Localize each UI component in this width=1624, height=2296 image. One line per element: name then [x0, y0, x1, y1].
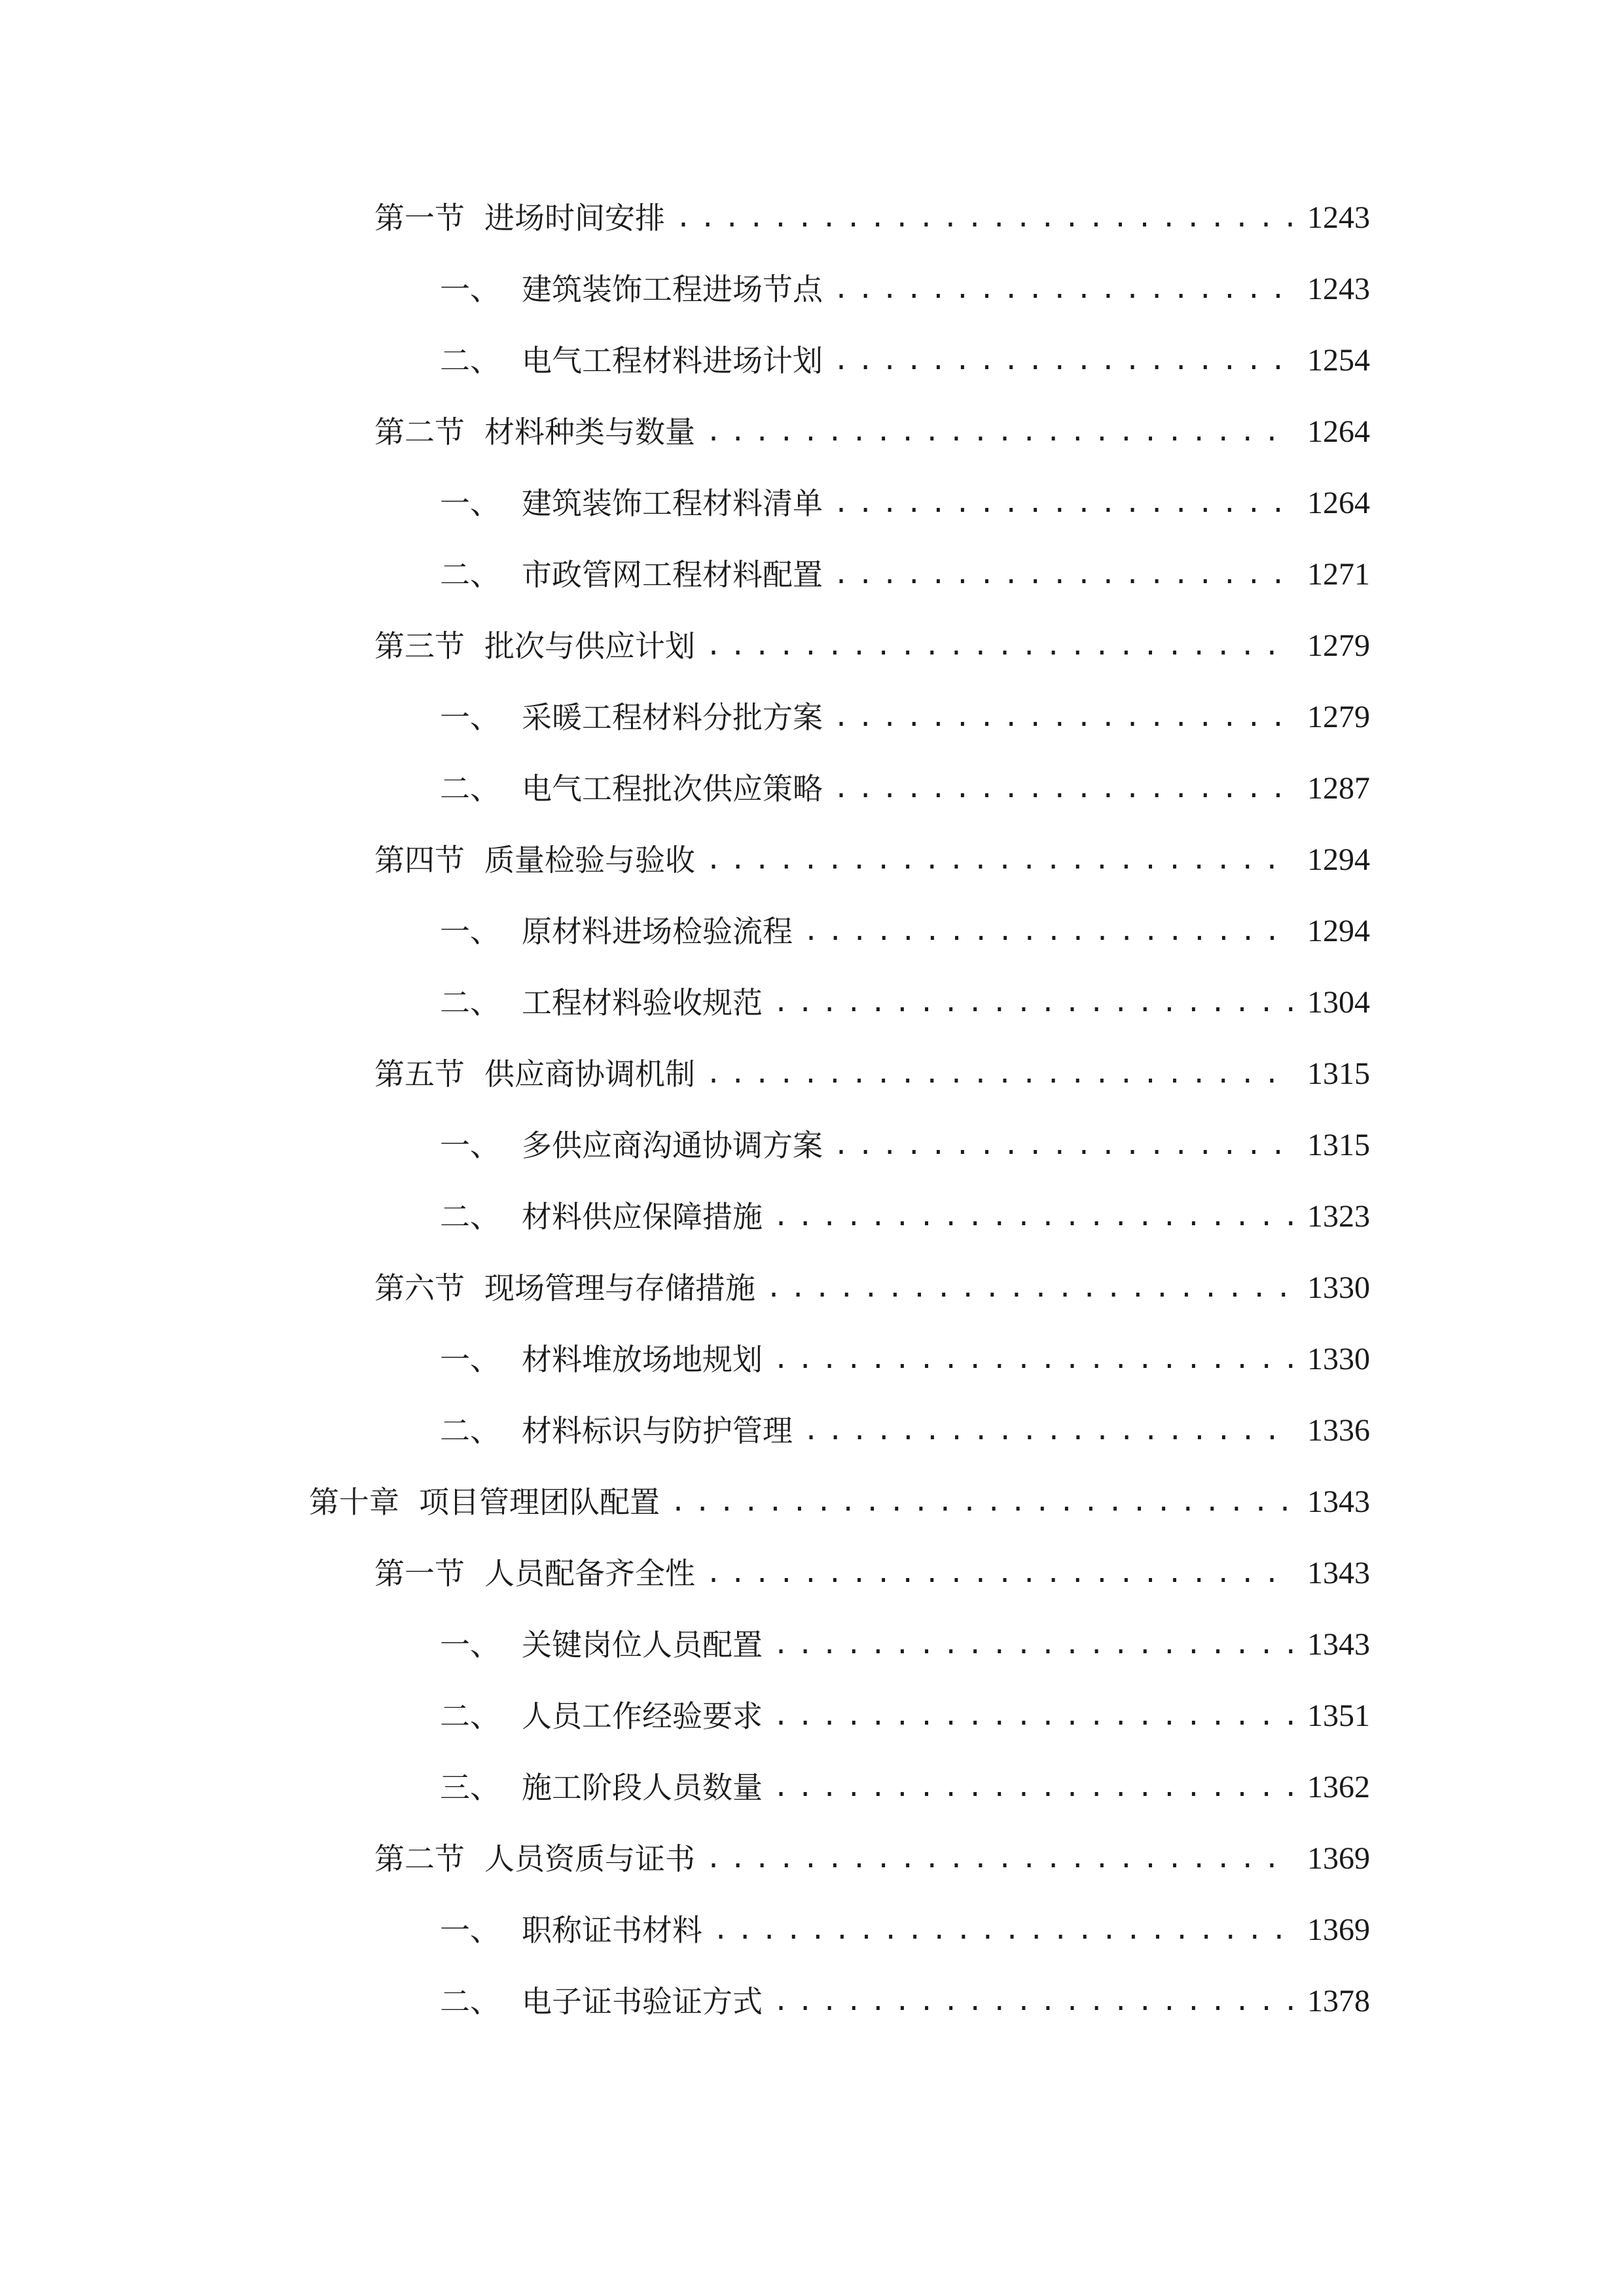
toc-entry-page: 1315	[1307, 1056, 1370, 1091]
toc-entry-number: 二、	[440, 1984, 500, 2019]
toc-entry-page: 1343	[1307, 1627, 1370, 1662]
toc-entry-number: 二、	[440, 771, 500, 806]
toc-entry	[440, 1765, 1370, 1810]
toc-entry-title: 电子证书验证方式	[522, 1984, 763, 2019]
toc-dot-leader	[773, 1336, 1293, 1382]
toc-entry-number: 一、	[440, 486, 500, 521]
toc-dot-leader	[706, 1551, 1293, 1596]
toc-entry	[374, 409, 1370, 455]
toc-entry-page: 1330	[1307, 1270, 1370, 1305]
toc-entry	[374, 623, 1370, 669]
toc-entry-page: 1369	[1307, 1912, 1370, 1947]
toc-dot-leader	[833, 694, 1293, 740]
toc-dot-leader	[670, 1479, 1293, 1525]
toc-entry	[374, 837, 1370, 883]
toc-entry-title: 材料堆放场地规划	[522, 1342, 763, 1377]
toc-entry-title: 材料标识与防护管理	[522, 1413, 793, 1448]
toc-entry-page: 1330	[1307, 1342, 1370, 1376]
toc-entry-title: 项目管理团队配置	[419, 1484, 660, 1520]
toc-entry-number: 第一节	[374, 1556, 465, 1591]
toc-entry-page: 1279	[1307, 628, 1370, 663]
toc-dot-leader	[773, 1693, 1293, 1739]
toc-dot-leader	[706, 837, 1293, 883]
toc-entry-title: 市政管网工程材料配置	[522, 557, 823, 592]
toc-dot-leader	[833, 766, 1293, 812]
toc-dot-leader	[706, 1836, 1293, 1882]
toc-entry	[440, 1408, 1370, 1454]
toc-entry-title: 原材料进场检验流程	[522, 914, 793, 949]
toc-entry	[440, 694, 1370, 740]
toc-entry-number: 二、	[440, 1413, 500, 1448]
toc-entry-page: 1254	[1307, 343, 1370, 378]
toc-entry	[440, 552, 1370, 598]
toc-dot-leader	[833, 552, 1293, 598]
toc-entry	[440, 766, 1370, 812]
toc-entry-title: 供应商协调机制	[484, 1056, 695, 1092]
toc-entry	[440, 1907, 1370, 1953]
toc-entry-title: 批次与供应计划	[484, 628, 695, 664]
toc-entry-page: 1304	[1307, 985, 1370, 1020]
toc-entry-page: 1294	[1307, 842, 1370, 877]
toc-entry-page: 1294	[1307, 914, 1370, 948]
toc-entry-number: 三、	[440, 1770, 500, 1805]
toc-entry-title: 质量检验与验收	[484, 842, 695, 878]
toc-entry-number: 第四节	[374, 842, 465, 878]
toc-entry	[440, 1194, 1370, 1240]
toc-entry	[440, 980, 1370, 1026]
toc-entry-title: 电气工程材料进场计划	[522, 343, 823, 378]
toc-dot-leader	[706, 409, 1293, 455]
toc-dot-leader	[766, 1265, 1293, 1311]
toc-entry	[440, 908, 1370, 954]
toc-entry-page: 1343	[1307, 1484, 1370, 1519]
toc-entry-page: 1243	[1307, 272, 1370, 306]
toc-entry-number: 二、	[440, 1698, 500, 1734]
toc-entry-title: 建筑装饰工程材料清单	[522, 486, 823, 521]
toc-entry-page: 1271	[1307, 557, 1370, 592]
toc-entry	[374, 1051, 1370, 1097]
toc-entry	[440, 1622, 1370, 1668]
toc-entry-title: 关键岗位人员配置	[522, 1627, 763, 1662]
toc-dot-leader	[833, 338, 1293, 384]
toc-dot-leader	[833, 480, 1293, 526]
toc-entry-number: 第三节	[374, 628, 465, 664]
toc-dot-leader	[706, 1051, 1293, 1097]
toc-dot-leader	[713, 1907, 1293, 1953]
toc-entry-title: 材料供应保障措施	[522, 1199, 763, 1234]
toc-entry	[440, 1336, 1370, 1382]
toc-entry	[440, 480, 1370, 526]
toc-entry	[374, 1551, 1370, 1596]
toc-entry-number: 二、	[440, 1199, 500, 1234]
toc-entry-number: 二、	[440, 557, 500, 592]
toc-entry	[309, 1479, 1370, 1525]
toc-entry-page: 1315	[1307, 1128, 1370, 1162]
toc-entry-number: 二、	[440, 343, 500, 378]
toc-entry-number: 第二节	[374, 1841, 465, 1876]
toc-entry	[440, 1693, 1370, 1739]
toc-entry-page: 1243	[1307, 200, 1370, 235]
toc-dot-leader	[676, 195, 1293, 241]
toc-entry-page: 1287	[1307, 771, 1370, 806]
toc-entry-page: 1336	[1307, 1413, 1370, 1448]
toc-entry-page: 1264	[1307, 414, 1370, 449]
toc-entry	[374, 1265, 1370, 1311]
toc-entry-title: 建筑装饰工程进场节点	[522, 272, 823, 307]
toc-dot-leader	[773, 1194, 1293, 1240]
toc-entry-number: 第五节	[374, 1056, 465, 1092]
toc-entry-title: 人员资质与证书	[484, 1841, 695, 1876]
toc-dot-leader	[773, 1765, 1293, 1810]
toc-entry-title: 职称证书材料	[522, 1912, 702, 1948]
toc-entry-number: 第二节	[374, 414, 465, 450]
toc-entry-number: 一、	[440, 1128, 500, 1163]
toc-entry	[440, 338, 1370, 384]
toc-entry	[440, 1979, 1370, 2024]
toc-entry-page: 1351	[1307, 1698, 1370, 1733]
toc-entry-title: 采暖工程材料分批方案	[522, 700, 823, 735]
toc-entry-page: 1362	[1307, 1770, 1370, 1804]
toc-entry-title: 现场管理与存储措施	[484, 1270, 755, 1306]
toc-entry-title: 材料种类与数量	[484, 414, 695, 450]
toc-entry-title: 进场时间安排	[484, 200, 665, 236]
toc-entry-title: 人员工作经验要求	[522, 1698, 763, 1734]
toc-entry-page: 1323	[1307, 1199, 1370, 1234]
toc-entry-title: 施工阶段人员数量	[522, 1770, 763, 1805]
toc-entry	[374, 195, 1370, 241]
toc-entry	[440, 1122, 1370, 1168]
toc-dot-leader	[803, 908, 1293, 954]
toc-entry-number: 一、	[440, 1627, 500, 1662]
toc-dot-leader	[706, 623, 1293, 669]
toc-dot-leader	[773, 1622, 1293, 1668]
toc-entry-number: 第一节	[374, 200, 465, 236]
toc-entry-title: 人员配备齐全性	[484, 1556, 695, 1591]
toc-entry-number: 第六节	[374, 1270, 465, 1306]
toc-dot-leader	[773, 1979, 1293, 2024]
toc-entry-title: 多供应商沟通协调方案	[522, 1128, 823, 1163]
toc-entry-title: 工程材料验收规范	[522, 985, 763, 1020]
toc-dot-leader	[773, 980, 1293, 1026]
toc-entry	[374, 1836, 1370, 1882]
toc-entry-page: 1264	[1307, 486, 1370, 520]
toc-entry-page: 1343	[1307, 1556, 1370, 1590]
toc-dot-leader	[803, 1408, 1293, 1454]
toc-entry-number: 二、	[440, 985, 500, 1020]
toc-entry-number: 一、	[440, 1342, 500, 1377]
toc-entry-number: 一、	[440, 1912, 500, 1948]
toc-entry-page: 1369	[1307, 1841, 1370, 1876]
toc-entry-number: 第十章	[309, 1484, 399, 1520]
toc-entry-number: 一、	[440, 700, 500, 735]
toc-dot-leader	[833, 1122, 1293, 1168]
toc-entry-page: 1279	[1307, 700, 1370, 734]
toc-entry-number: 一、	[440, 272, 500, 307]
toc-entry-number: 一、	[440, 914, 500, 949]
toc-entry-title: 电气工程批次供应策略	[522, 771, 823, 806]
toc-entry	[440, 266, 1370, 312]
toc-dot-leader	[833, 266, 1293, 312]
toc-entry-page: 1378	[1307, 1984, 1370, 2018]
